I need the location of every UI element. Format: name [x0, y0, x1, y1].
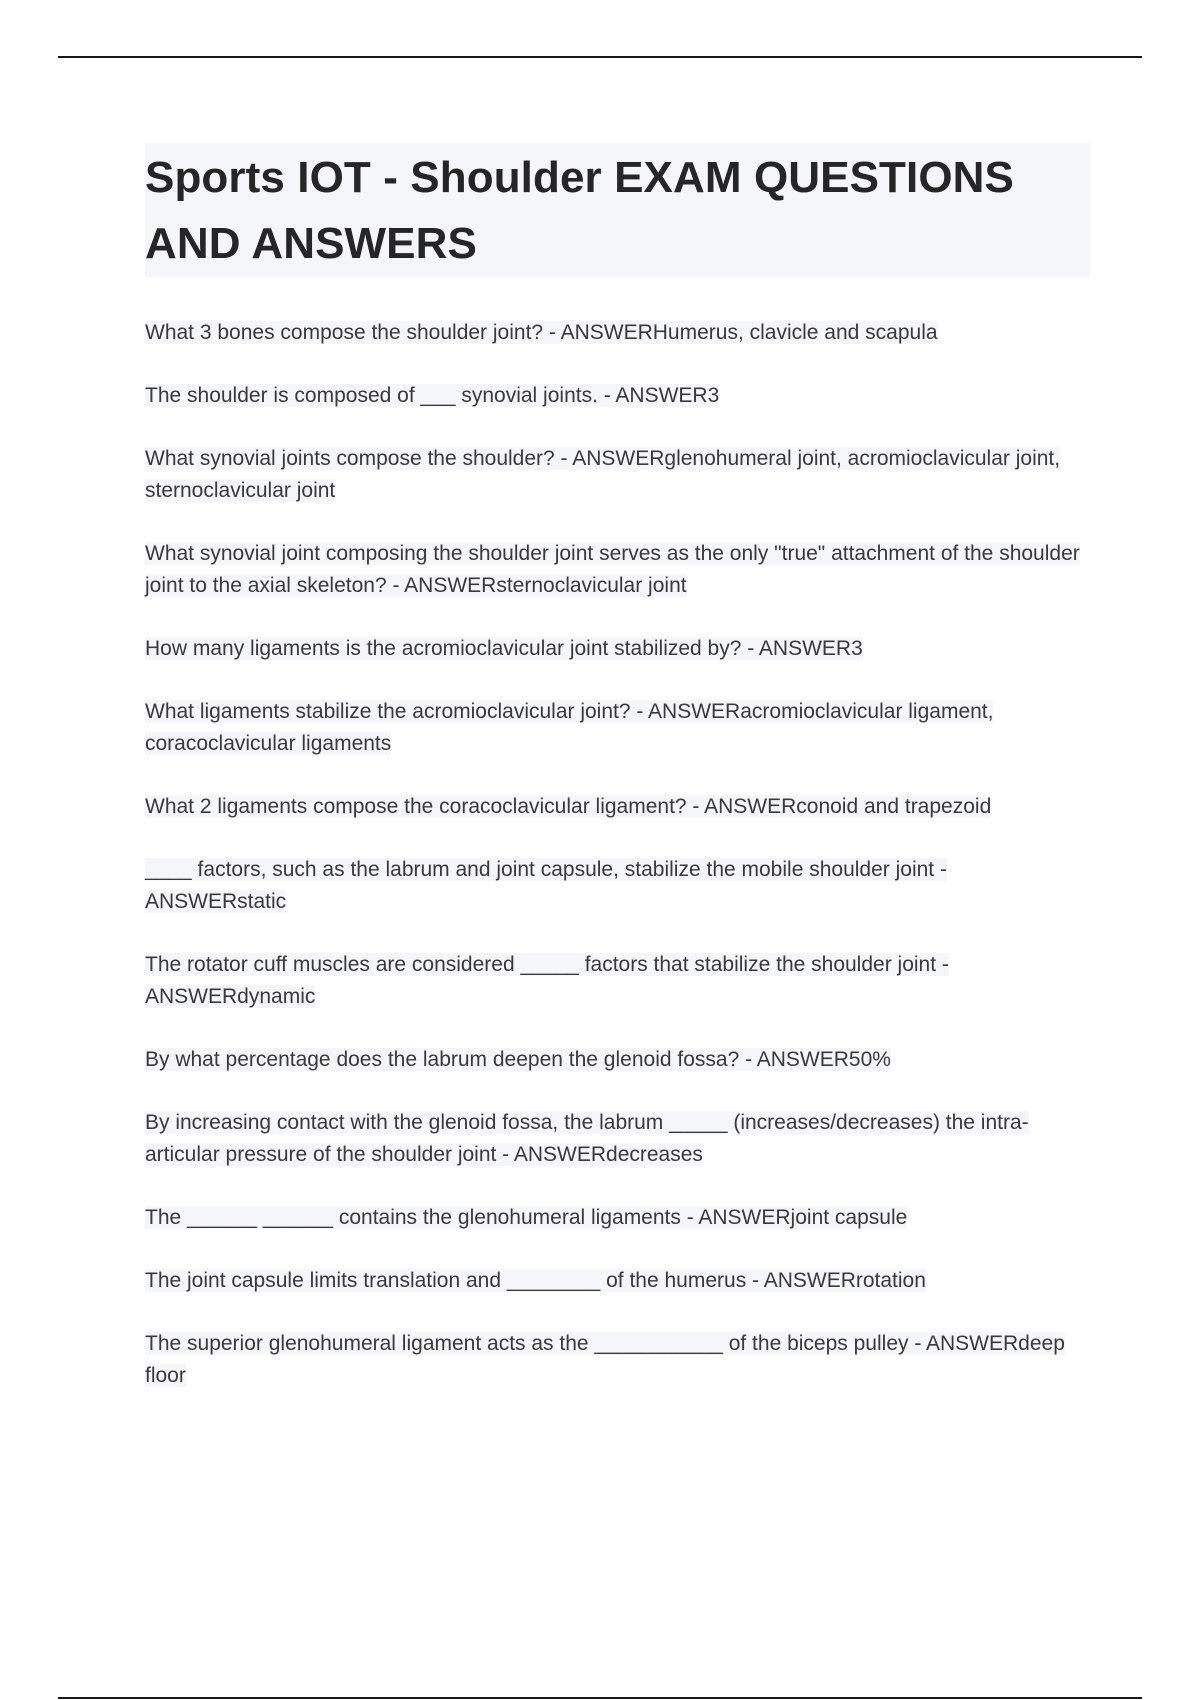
qa-item: What ligaments stabilize the acromioclavicular joint? - ANSWERacromioclavicular ligament, coracoclavicular ligaments	[145, 700, 994, 755]
qa-item: By what percentage does the labrum deepen the glenoid fossa? - ANSWER50%	[145, 1048, 891, 1071]
qa-list	[145, 317, 1090, 1392]
top-rule	[58, 56, 1142, 58]
document-body	[145, 143, 1090, 1423]
bottom-rule	[58, 1697, 1142, 1699]
qa-item: The ______ ______ contains the glenohumeral ligaments - ANSWERjoint capsule	[145, 1206, 908, 1229]
qa-item: The rotator cuff muscles are considered _____ factors that stabilize the shoulder joint - ANSWERdynamic	[145, 953, 949, 1008]
qa-item: What synovial joint composing the shoulder joint serves as the only "true" attachment of the shoulder joint to the axial skeleton? - ANSWERsternoclavicular joint	[145, 542, 1080, 597]
qa-item: What 2 ligaments compose the coracoclavicular ligament? - ANSWERconoid and trapezoid	[145, 795, 992, 818]
qa-item: The shoulder is composed of ___ synovial joints. - ANSWER3	[145, 384, 720, 407]
qa-item: What synovial joints compose the shoulder? - ANSWERglenohumeral joint, acromioclavicular joint, sternoclavicular joint	[145, 447, 1061, 502]
qa-item: ____ factors, such as the labrum and joint capsule, stabilize the mobile shoulder joint - ANSWERstatic	[145, 858, 947, 913]
document-title: Sports IOT - Shoulder EXAM QUESTIONS AND ANSWERS	[145, 143, 1090, 277]
qa-item: By increasing contact with the glenoid fossa, the labrum _____ (increases/decreases) the intra-articular pressure of the shoulder joint - ANSWERdecreases	[145, 1111, 1029, 1166]
qa-item: The joint capsule limits translation and ________ of the humerus - ANSWERrotation	[145, 1269, 926, 1292]
qa-item: What 3 bones compose the shoulder joint? - ANSWERHumerus, clavicle and scapula	[145, 321, 938, 344]
qa-item: How many ligaments is the acromioclavicular joint stabilized by? - ANSWER3	[145, 637, 863, 660]
qa-item: The superior glenohumeral ligament acts as the ___________ of the biceps pulley - ANSWERdeep floor	[145, 1332, 1065, 1387]
